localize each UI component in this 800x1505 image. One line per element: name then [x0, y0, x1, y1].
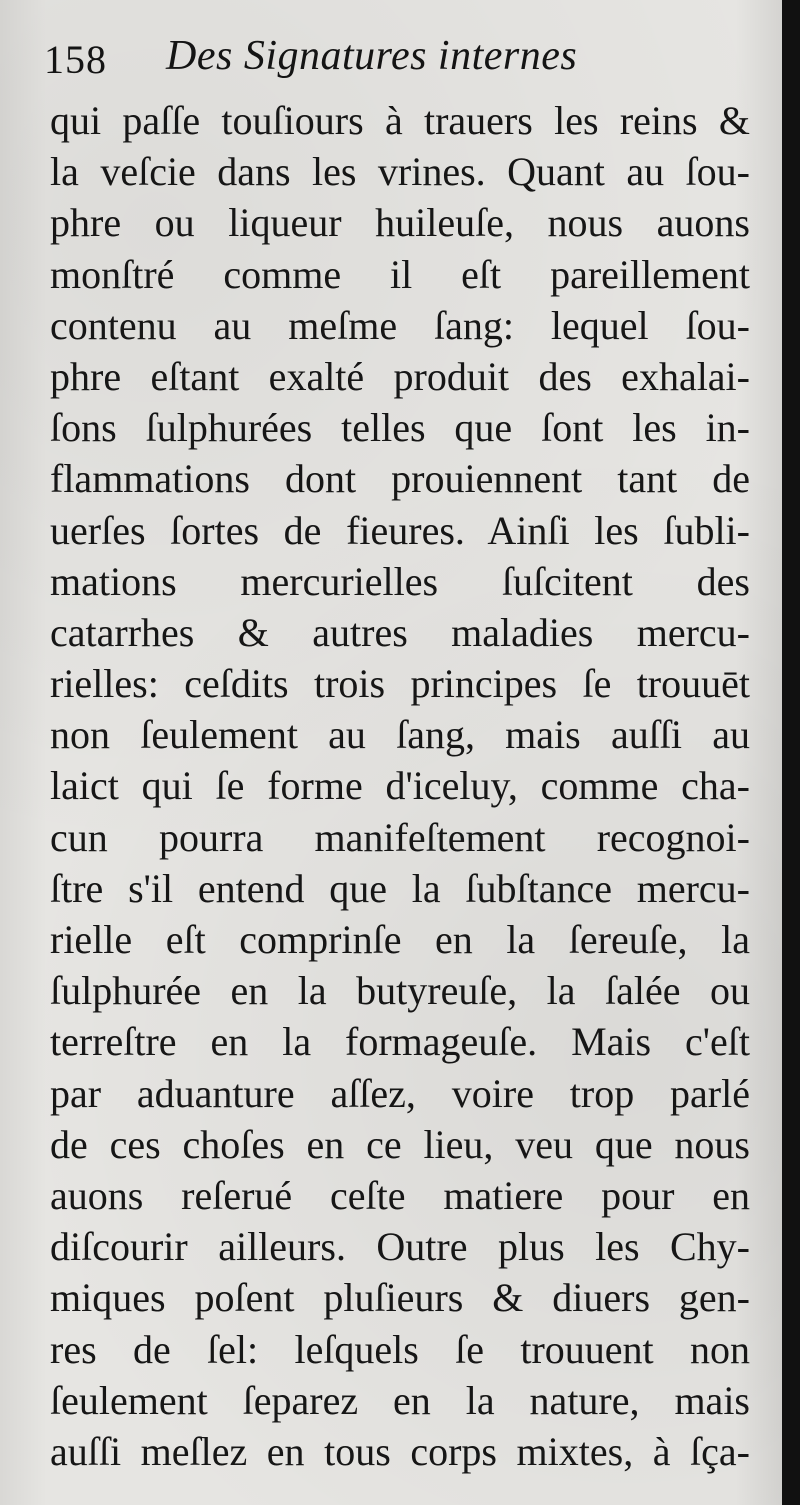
text-line: ſulphurée en la butyreuſe, la ſalée ou: [50, 968, 750, 1014]
text-line: laict qui ſe forme d'iceluy, comme cha-: [50, 763, 750, 809]
body-text: [50, 95, 750, 1477]
text-line: catarrhes & autres maladies mercu-: [50, 609, 750, 655]
page-header: [44, 30, 764, 90]
text-line: cun pourra manifeſtement recognoi-: [50, 814, 750, 860]
text-line: qui paſſe touſiours à trauers les reins &: [50, 98, 750, 143]
text-line: ſeulement ſeparez en la nature, mais: [50, 1377, 750, 1423]
text-line: la veſcie dans les vrines. Quant au ſou-: [50, 149, 750, 195]
text-line: de ces choſes en ce lieu, veu que nous: [50, 1121, 750, 1167]
text-line: auſſi meſlez en tous corps mixtes, à ſça-: [50, 1428, 750, 1474]
page-edge-shadow: [782, 0, 800, 1505]
text-line: flammations dont prouiennent tant de: [50, 456, 750, 502]
text-line: diſcourir ailleurs. Outre plus les Chy-: [50, 1224, 750, 1270]
text-line: contenu au meſme ſang: lequel ſou-: [50, 302, 750, 348]
text-line: res de ſel: leſquels ſe trouuent non: [50, 1326, 750, 1372]
text-line: monſtré comme il eſt pareillement: [50, 251, 750, 297]
text-line: mations mercurielles ſuſcitent des: [50, 558, 750, 604]
text-line: auons reſerué ceſte matiere pour en: [50, 1172, 750, 1218]
text-line: par aduanture aſſez, voire trop parlé: [50, 1070, 750, 1116]
text-line: terreſtre en la formageuſe. Mais c'eſt: [50, 1019, 750, 1065]
text-line: non ſeulement au ſang, mais auſſi au: [50, 712, 750, 758]
text-line: rielle eſt comprinſe en la ſereuſe, la: [50, 917, 750, 962]
running-head: Des Signatures internes: [166, 33, 578, 79]
text-line: ſons ſulphurées telles que ſont les in-: [50, 405, 750, 451]
text-line: uerſes ſortes de fieures. Ainſi les ſubli-: [50, 507, 750, 553]
page-number: 158: [44, 37, 107, 82]
text-line: rielles: ceſdits trois principes ſe trouuēt: [50, 661, 750, 707]
text-line: miques poſent pluſieurs & diuers gen-: [50, 1275, 750, 1321]
text-line: phre ou liqueur huileuſe, nous auons: [50, 200, 750, 246]
text-line: ſtre s'il entend que la ſubſtance mercu-: [50, 865, 750, 911]
text-line: phre eſtant exalté produit des exhalai-: [50, 353, 750, 399]
